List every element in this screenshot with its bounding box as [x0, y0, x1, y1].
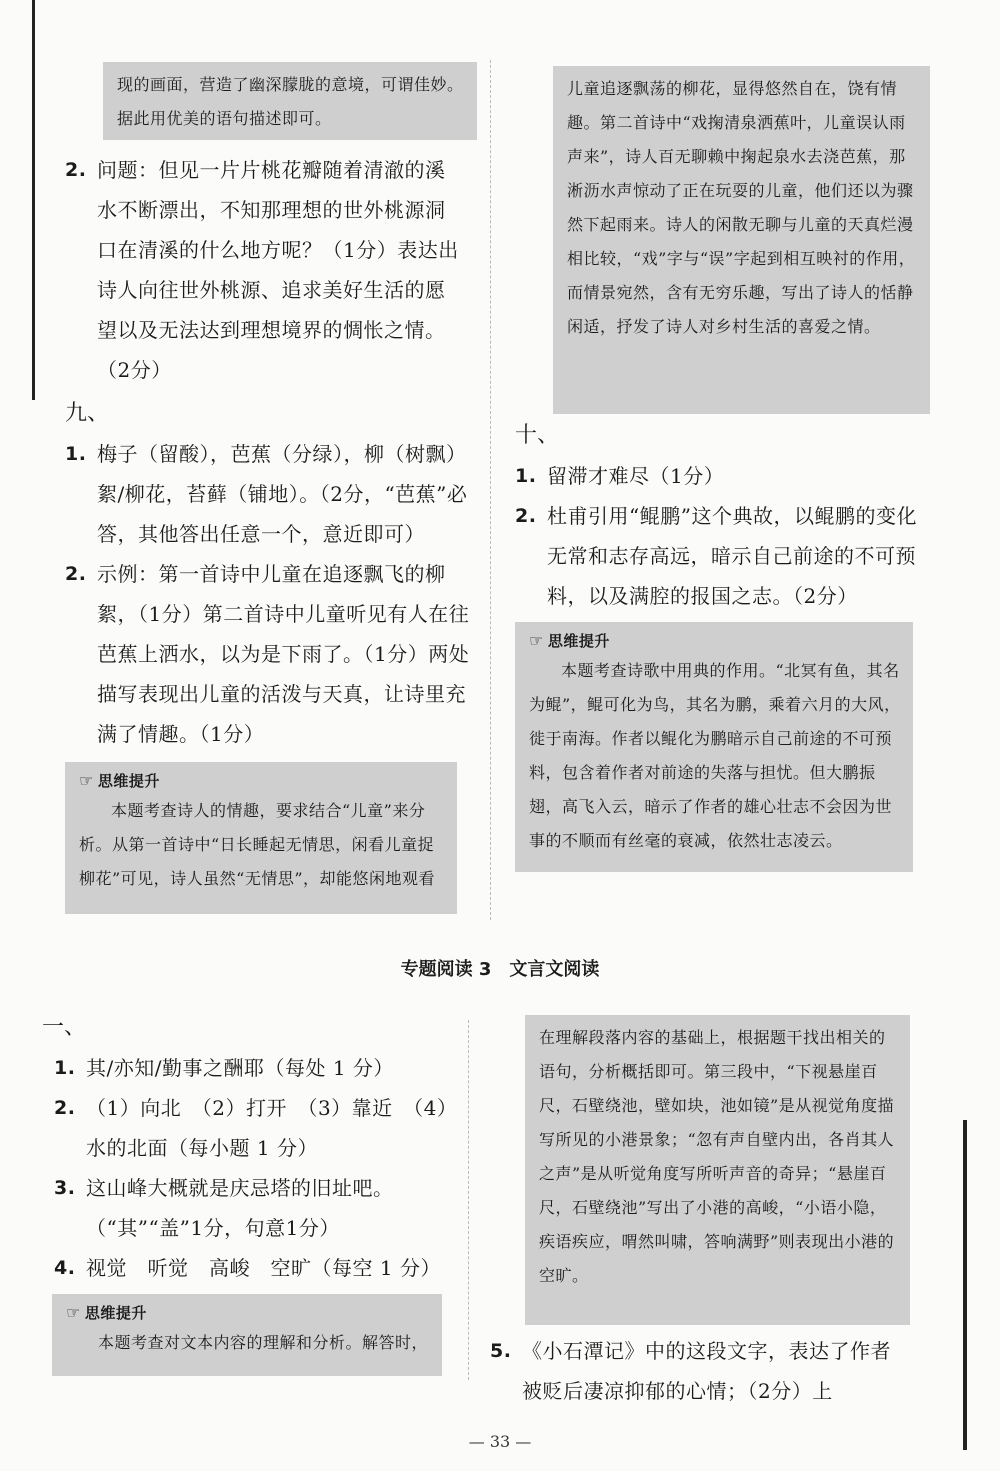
item-number: 2.: [65, 159, 87, 181]
gray-box-continuation: [553, 66, 930, 414]
thinking-label: [66, 1300, 430, 1326]
item-text: 其/亦知/勤事之酬耶（每处 1 分）: [86, 1056, 394, 1080]
thinking-box: [65, 762, 457, 914]
answer-item-1: [54, 1048, 452, 1088]
section-heading-10: 十、: [515, 423, 560, 448]
thinking-label: [79, 768, 445, 794]
section-title: 专题阅读 3 文言文阅读: [400, 959, 600, 980]
thinking-text: 本题考查对文本内容的理解和分析。解答时，: [98, 1333, 429, 1352]
gray-box-continuation: [103, 62, 477, 140]
column-divider-top: [490, 60, 491, 920]
thinking-text: 本题考查诗人的情趣，要求结合“儿童”来分析。从第一首诗中“日长睡起无情思，闲看儿童捉柳花”可见，诗人虽然“无情思”，却能悠闲地观看: [79, 801, 436, 888]
item-number: 2.: [54, 1097, 76, 1119]
top-left-column: [65, 62, 477, 914]
thinking-label-text: 思维提升: [84, 1304, 147, 1322]
thinking-box: [52, 1294, 442, 1376]
binding-line-top: [32, 0, 35, 400]
thinking-label: [529, 628, 901, 654]
top-right-column: [515, 66, 930, 872]
item-text: 示例：第一首诗中儿童在追逐飘飞的柳絮，（1分）第二首诗中儿童听见有人在往芭蕉上洒水，以为是下雨了。（1分）两处描写表现出儿童的活泼与天真，让诗里充满了情趣。（1分）: [97, 562, 470, 746]
thinking-label-text: 思维提升: [547, 632, 610, 650]
section-heading-9: 九、: [65, 401, 110, 426]
answer-item-5: [490, 1331, 910, 1411]
item-number: 1.: [515, 465, 537, 487]
item-number: 3.: [54, 1177, 76, 1199]
pointing-hand-icon: ☞: [66, 1303, 81, 1322]
item-text: 梅子（留酸），芭蕉（分绿），柳（树飘）絮/柳花，苔藓（铺地）。（2分，“芭蕉”必答，其他答出任意一个，意近即可）: [97, 442, 468, 546]
item-text: （1）向北 （2）打开 （3）靠近 （4）水的北面（每小题 1 分）: [86, 1096, 448, 1160]
item-text: 杜甫引用“鲲鹏”这个典故，以鲲鹏的变化无常和志存高远，暗示自己前途的不可预料，以及满腔的报国之志。（2分）: [547, 504, 917, 608]
answer-item-2: [54, 1088, 452, 1168]
gray-box-continuation: [525, 1015, 910, 1325]
column-divider-bottom: [468, 1020, 469, 1380]
thinking-box: [515, 622, 913, 872]
item-number: 2.: [515, 505, 537, 527]
section-heading-1: 一、: [42, 1015, 87, 1040]
item-text: 视觉 听觉 高峻 空旷（每空 1 分）: [86, 1256, 441, 1280]
answer-item-2: [65, 150, 477, 390]
item-number: 1.: [65, 443, 87, 465]
item-number: 4.: [54, 1257, 76, 1279]
thinking-text: 本题考查诗歌中用典的作用。“北冥有鱼，其名为鲲”，鲲可化为鸟，其名为鹏，乘着六月的大风，徙于南海。作者以鲲化为鹏暗示自己前途的不可预料，包含着作者对前途的失落与担忧。但大鹏振翅，高飞入云，暗示了作者的雄心壮志不会因为世事的不顺而有丝毫的衰减，依然壮志凌云。: [529, 661, 901, 850]
gray-box-text: 现的画面，营造了幽深朦胧的意境，可谓佳妙。据此用优美的语句描述即可。: [117, 75, 464, 128]
item-text: 留滞才难尽（1分）: [547, 464, 725, 488]
answer-item-9-2: [65, 554, 477, 754]
answer-item-10-1: [515, 456, 930, 496]
bottom-right-column: [490, 1015, 910, 1411]
answer-item-4: [54, 1248, 452, 1288]
page-number: — 33 —: [468, 1432, 532, 1451]
item-number: 1.: [54, 1057, 76, 1079]
item-text: 这山峰大概就是庆忌塔的旧址吧。（“其”“盖”1分，句意1分）: [86, 1176, 394, 1240]
gray-box-text: 儿童追逐飘荡的柳花，显得悠然自在，饶有情趣。第二首诗中“戏掬清泉洒蕉叶，儿童误认雨声来”，诗人百无聊赖中掬起泉水去浇芭蕉，那淅沥水声惊动了正在玩耍的儿童，他们还以为骤然下起雨来。诗人的闲散无聊与儿童的天真烂漫相比较，“戏”字与“误”字起到相互映衬的作用，而情景宛然，含有无穷乐趣，写出了诗人的恬静闲适，抒发了诗人对乡村生活的喜爱之情。: [567, 79, 916, 336]
item-text: 问题：但见一片片桃花瓣随着清澈的溪水不断漂出，不知那理想的世外桃源洞口在清溪的什么地方呢？（1分）表达出诗人向往世外桃源、追求美好生活的愿望以及无法达到理想境界的惆怅之情。（2分）: [97, 158, 459, 382]
pointing-hand-icon: ☞: [79, 771, 94, 790]
gray-box-text: 在理解段落内容的基础上，根据题干找出相关的语句，分析概括即可。第三段中，“下视悬崖百尺，石壁绕池，壁如块，池如镜”是从视觉角度描写所见的小港景象；“忽有声自壁内出，各肖其人之声”是从听觉角度写所听声音的奇异；“悬崖百尺，石壁绕池”写出了小港的高峻，“小语小隐，疾语疾应，喟然叫啸，答响满野”则表现出小港的空旷。: [539, 1028, 895, 1285]
binding-line-right: [963, 1120, 967, 1450]
bottom-left-column: [42, 1008, 452, 1376]
item-number: 2.: [65, 563, 87, 585]
item-number: 5.: [490, 1340, 512, 1362]
thinking-label-text: 思维提升: [97, 772, 160, 790]
answer-item-10-2: [515, 496, 930, 616]
item-text: 《小石潭记》中的这段文字，表达了作者被贬后凄凉抑郁的心情；（2分）上: [522, 1339, 891, 1403]
pointing-hand-icon: ☞: [529, 631, 544, 650]
answer-item-3: [54, 1168, 452, 1248]
answer-item-9-1: [65, 434, 477, 554]
